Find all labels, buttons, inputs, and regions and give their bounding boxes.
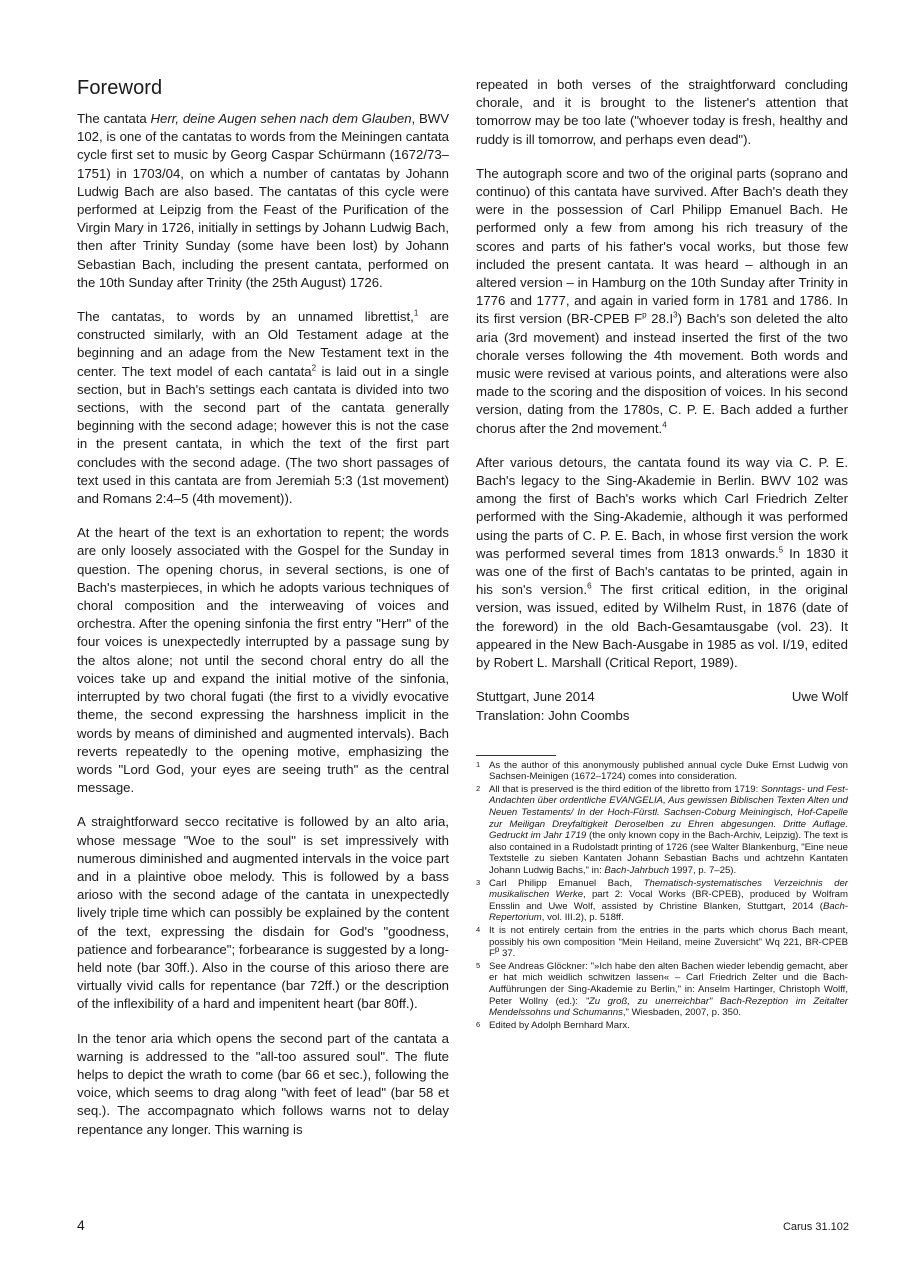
- body-paragraph: A straightforward secco recitative is followed by an alto aria, whose message "Woe to the soul" is set impressively with numerous diminished and augmented intervals in the voice part and in a plaintive oboe melody. This is followed by a bass arioso with the second adage of the cantata in unexpectedly lively triple time which can possibly be explained by the content of the text, expressing the disdain for God's "goodness, patience and forbearance"; forbearance is suggested by a long-held note (bar 30ff.). Also in the course of this arioso there are virtually vivid calls for repentance (bar 72ff.) or the description of the inflexibility of a hard and impenitent heart (bar 80ff.).: [77, 814, 449, 1012]
- footnote-divider: [476, 755, 556, 756]
- place-date: Stuttgart, June 2014: [476, 689, 595, 705]
- publisher-code: Carus 31.102: [782, 1221, 849, 1233]
- footnote: [476, 760, 848, 783]
- page-title: Foreword: [77, 77, 163, 99]
- signature-block: [476, 688, 848, 724]
- page-number: 4: [77, 1217, 85, 1233]
- left-column: [77, 76, 449, 1155]
- page-footer: [77, 1217, 849, 1233]
- footnote-text: Edited by Adolph Bernhard Marx.: [489, 1019, 630, 1031]
- right-paragraphs: [476, 76, 848, 672]
- translator-credit: Translation: John Coombs: [476, 707, 630, 723]
- footnote: [476, 1020, 848, 1032]
- footnote-number: 2: [476, 783, 481, 793]
- footnote-number: 5: [476, 960, 481, 970]
- footnote: [476, 784, 848, 877]
- footnote: [476, 878, 848, 924]
- body-paragraph: At the heart of the text is an exhortation to repent; the words are only loosely associated with the Gospel for the Sunday in question. The opening chorus, in several sections, is one of Bach's masterpieces, in which he adopts various techniques of choral composition and the interweaving of voices and orchestra. After the opening sinfonia the first entry "Herr" of the four voices is unexpectedly interrupted by a passage sung by the altos alone; not until the second choral entry do all the voices take up and expand the initial motive of the sinfonia, interrupted by two choral fugati (the first to a vividly evocative theme, the second expressing the harshness implicit in the words by means of diminished and augmented intervals). Bach reverts repeatedly to the opening motive, emphasizing the words "Lord God, your eyes are seeing truth" as the central message.: [77, 525, 449, 796]
- body-paragraph: The cantata Herr, deine Augen sehen nach dem Glauben, BWV 102, is one of the cantatas to words from the Meiningen cantata cycle first set to music by Georg Caspar Schürmann (1672/73–1751) in 1703/04, on which a number of cantatas by Johann Ludwig Bach are also based. The cantatas of this cycle were performed at Leipzig from the Feast of the Purification of the Virgin Mary in 1726, initially in settings by Johann Ludwig Bach, then after Trinity Sunday (some have been lost) by Johann Sebastian Bach, including the present cantata, performed on the 10th Sunday after Trinity (the 25th August) 1726.: [77, 111, 450, 290]
- footnote-text: All that is preserved is the third edition of the libretto from 1719: Sonntags- und Fest-Andachten über ordentliche EVANGELIA, Aus gewissen Biblischen Texten Alten und Neuen Testaments/ In der Hoch-Fürstl. Sachsen-Coburg Meiningisch, Hof-Capelle zur Meiligan Dreyfaltigkeit Deroselben zu Ehren abgesungen. Dritte Auflage. Gedruckt im Jahr 1719 (the only known copy in the Bach-Archiv, Leipzig). The text is also contained in a Rudolstadt printing of 1726 (see Walter Blankenburg, "Eine neue Textstelle zu sieben Kantaten Johann Sebastian Bachs und achtzehn Kantaten Johann Ludwig Bachs," in: Bach-Jahrbuch 1997, p. 7–25).: [489, 783, 848, 877]
- body-paragraph: The autograph score and two of the original parts (soprano and continuo) of this cantata have survived. After Bach's death they were in the possession of Carl Philipp Emanuel Bach. He performed only a few from among his rich treasury of the scores and parts of his father's vocal works, but those few included the present cantata. It was heard – although in an altered version – in Hamburg on the 10th Sunday after Trinity in 1776 and 1777, and again in varied form in 1781 and 1786. In its first version (BR-CPEB $F^p$ $28.I^3$) Bach's son deleted the alto aria (3rd movement) and instead inserted the first of the two chorale verses following the 4th movement. Both words and music were revised at various points, and alterations were also made to the scoring and the disposition of voices. In his second version, dating from the 1780s, C. P. E. Bach added a further chorus after the 2nd movement.$^4$: [476, 165, 848, 436]
- footnote-text: It is not entirely certain from the entries in the parts which chorus Bach meant, possibly his own composition "Mein Heiland, meine Zuversicht" Wq 221, BR-CPEB $F^p$ 37.: [489, 925, 848, 960]
- footnote-number: 1: [476, 759, 481, 769]
- body-paragraph: The cantatas, to words by an unnamed librettist,$^1$ are constructed similarly, with an Old Testament adage at the beginning and an adage from the New Testament text in the center. The text model of each cantata$^2$ is laid out in a single section, but in Bach's settings each cantata is divided into two sections, with the second part of the cantata generally beginning with the second adage; however this is not the case in the present cantata, in which the text of the first part concludes with the second adage. (The two short passages of text used in this cantata are from Jeremiah 5:3 (1st movement) and Romans 2:4–5 (4th movement)).: [77, 308, 449, 507]
- footnote-number: 3: [476, 877, 481, 887]
- right-column: [476, 76, 848, 1032]
- body-paragraph: repeated in both verses of the straightforward concluding chorale, and it is brought to the listener's attention that tomorrow may be too late ("whoever today is fresh, healthy and ruddy is ill tomorrow, and perhaps even dead").: [476, 77, 848, 147]
- footnote-text: Carl Philipp Emanuel Bach, Thematisch-systematisches Verzeichnis der musikalischen Werke, part 2: Vocal Works (BR-CPEB), produced by Wolfram Ensslin and Uwe Wolf, assisted by Christine Blanken, Stuttgart, 2014 (Bach-Repertorium, vol. III.2), p. 518ff.: [489, 877, 849, 924]
- body-paragraph: In the tenor aria which opens the second part of the cantata a warning is addressed to the "all-too assured soul". The flute helps to depict the wrath to come (bar 66 et sec.), following the voice, which seems to drag along "with feet of lead" (bar 58 et seq.). The accompagnato which follows warns not to delay repentance any longer. This warning is: [77, 1030, 449, 1137]
- footnote: [476, 925, 848, 960]
- footnote-number: 6: [476, 1019, 481, 1029]
- left-paragraphs: [77, 110, 449, 1139]
- footnote-text: See Andreas Glöckner: "»Ich habe den alten Bachen wieder lebendig gemacht, aber er hat mich weidlich schwitzen lassen« – Carl Friedrich Zelter und die Bach-Aufführungen der Sing-Akademie zu Berlin," in: Anselm Hartinger, Christoph Wolff, Peter Wollny (ed.): "Zu groß, zu unerreichbar" Bach-Rezeption im Zeitalter Mendelssohns und Schumanns," Wiesbaden, 2007, p. 350.: [489, 960, 848, 1019]
- footnote-number: 4: [476, 925, 481, 935]
- footnote-text: As the author of this anonymously published annual cycle Duke Ernst Ludwig von Sachsen-Meinigen (1672–1724) comes into consideration.: [489, 759, 848, 783]
- body-paragraph: After various detours, the cantata found its way via C. P. E. Bach's legacy to the Sing-Akademie in Berlin. BWV 102 was among the first of Bach's works which Carl Friedrich Zelter performed with the Sing-Akademie, although it was performed using the parts of C. P. E. Bach, in whose first version the work was performed several times from 1813 onwards.$^5$ In 1830 it was one of the first of Bach's cantatas to be printed, again in his son's version.$^6$ The first critical edition, in the original version, was issued, edited by Wilhelm Rust, in 1876 (date of the foreword) in the old Bach-Gesamtausgabe (vol. 23). It appeared in the New Bach-Ausgabe in 1985 as vol. I/19, edited by Robert L. Marshall (Critical Report, 1989).: [476, 454, 849, 671]
- footnotes: [476, 760, 848, 1032]
- author-name: Uwe Wolf: [791, 689, 848, 705]
- footnote: [476, 961, 848, 1019]
